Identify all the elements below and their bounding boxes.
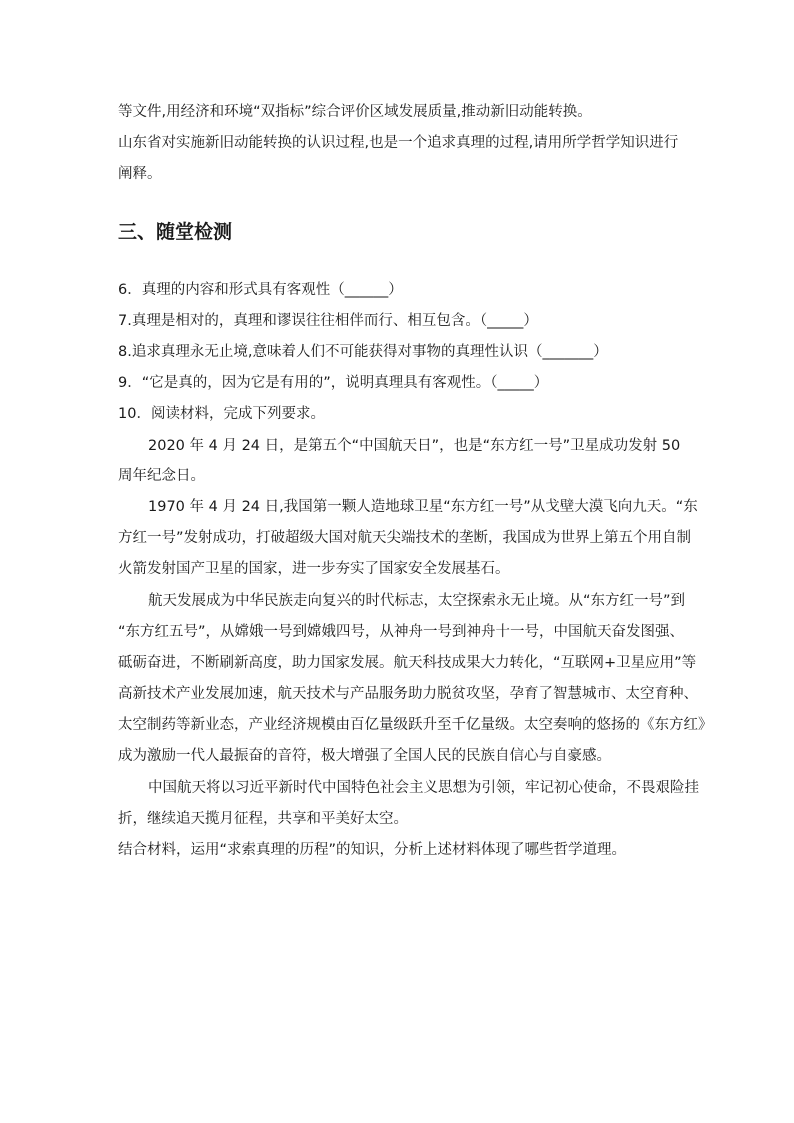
intro-line: 山东省对实施新旧动能转换的认识过程,也是一个追求真理的过程,请用所学哲学知识进行 — [118, 135, 679, 151]
intro-line: 阐释。 — [118, 166, 162, 182]
material-para-2: 方红一号”发射成功，打破超级大国对航天尖端技术的垄断，我国成为世界上第五个用自制 — [118, 530, 692, 546]
material-para-3: 航天发展成为中华民族走向复兴的时代标志，太空探索永无止境。从“东方红一号”到 — [148, 593, 686, 609]
material-para-1: 2020 年 4 月 24 日，是第五个“中国航天日”，也是“东方红一号”卫星成功发射 50 — [148, 438, 681, 454]
material-para-2: 1970 年 4 月 24 日,我国第一颗人造地球卫星“东方红一号”从戈壁大漠飞向九天。“东 — [148, 499, 698, 515]
question-6: 6．真理的内容和形式具有客观性（______） — [118, 282, 403, 298]
task-prompt: 结合材料，运用“求索真理的历程”的知识，分析上述材料体现了哪些哲学道理。 — [118, 842, 627, 858]
material-para-3: “东方红五号”，从嫦娥一号到嫦娥四号，从神舟一号到神舟十一号，中国航天奋发图强、 — [118, 624, 685, 640]
question-9: 9．“它是真的，因为它是有用的”，说明真理具有客观性。（_____） — [118, 375, 549, 391]
intro-line: 等文件,用经济和环境“双指标”综合评价区域发展质量,推动新旧动能转换。 — [118, 104, 592, 120]
section-heading: 三、随堂检测 — [118, 221, 233, 243]
question-10: 10．阅读材料，完成下列要求。 — [118, 406, 325, 422]
material-para-3: 成为激励一代人最振奋的音符，极大增强了全国人民的民族自信心与自豪感。 — [118, 748, 611, 764]
material-para-4: 折，继续追天揽月征程，共享和平美好太空。 — [118, 811, 408, 827]
material-para-3: 太空制药等新业态，产业经济规模由百亿量级跃升至千亿量级。太空奏响的悠扬的《东方红》 — [118, 717, 713, 733]
material-para-2: 火箭发射国产卫星的国家，进一步夯实了国家安全发展基石。 — [118, 561, 510, 577]
material-para-3: 高新技术产业发展加速，航天技术与产品服务助力脱贫攻坚，孕育了智慧城市、太空育种、 — [118, 686, 698, 702]
material-para-4: 中国航天将以习近平新时代中国特色社会主义思想为引领，牢记初心使命，不畏艰险挂 — [148, 780, 699, 796]
question-8: 8.追求真理永无止境,意味着人们不可能获得对事物的真理性认识（_______） — [118, 344, 608, 360]
material-para-1: 周年纪念日。 — [118, 468, 205, 484]
question-7: 7.真理是相对的，真理和谬误往往相伴而行、相互包含。（_____） — [118, 313, 538, 329]
material-para-3: 砥砺奋进，不断刷新高度，助力国家发展。航天科技成果大力转化，“互联网+卫星应用”等 — [118, 655, 697, 671]
